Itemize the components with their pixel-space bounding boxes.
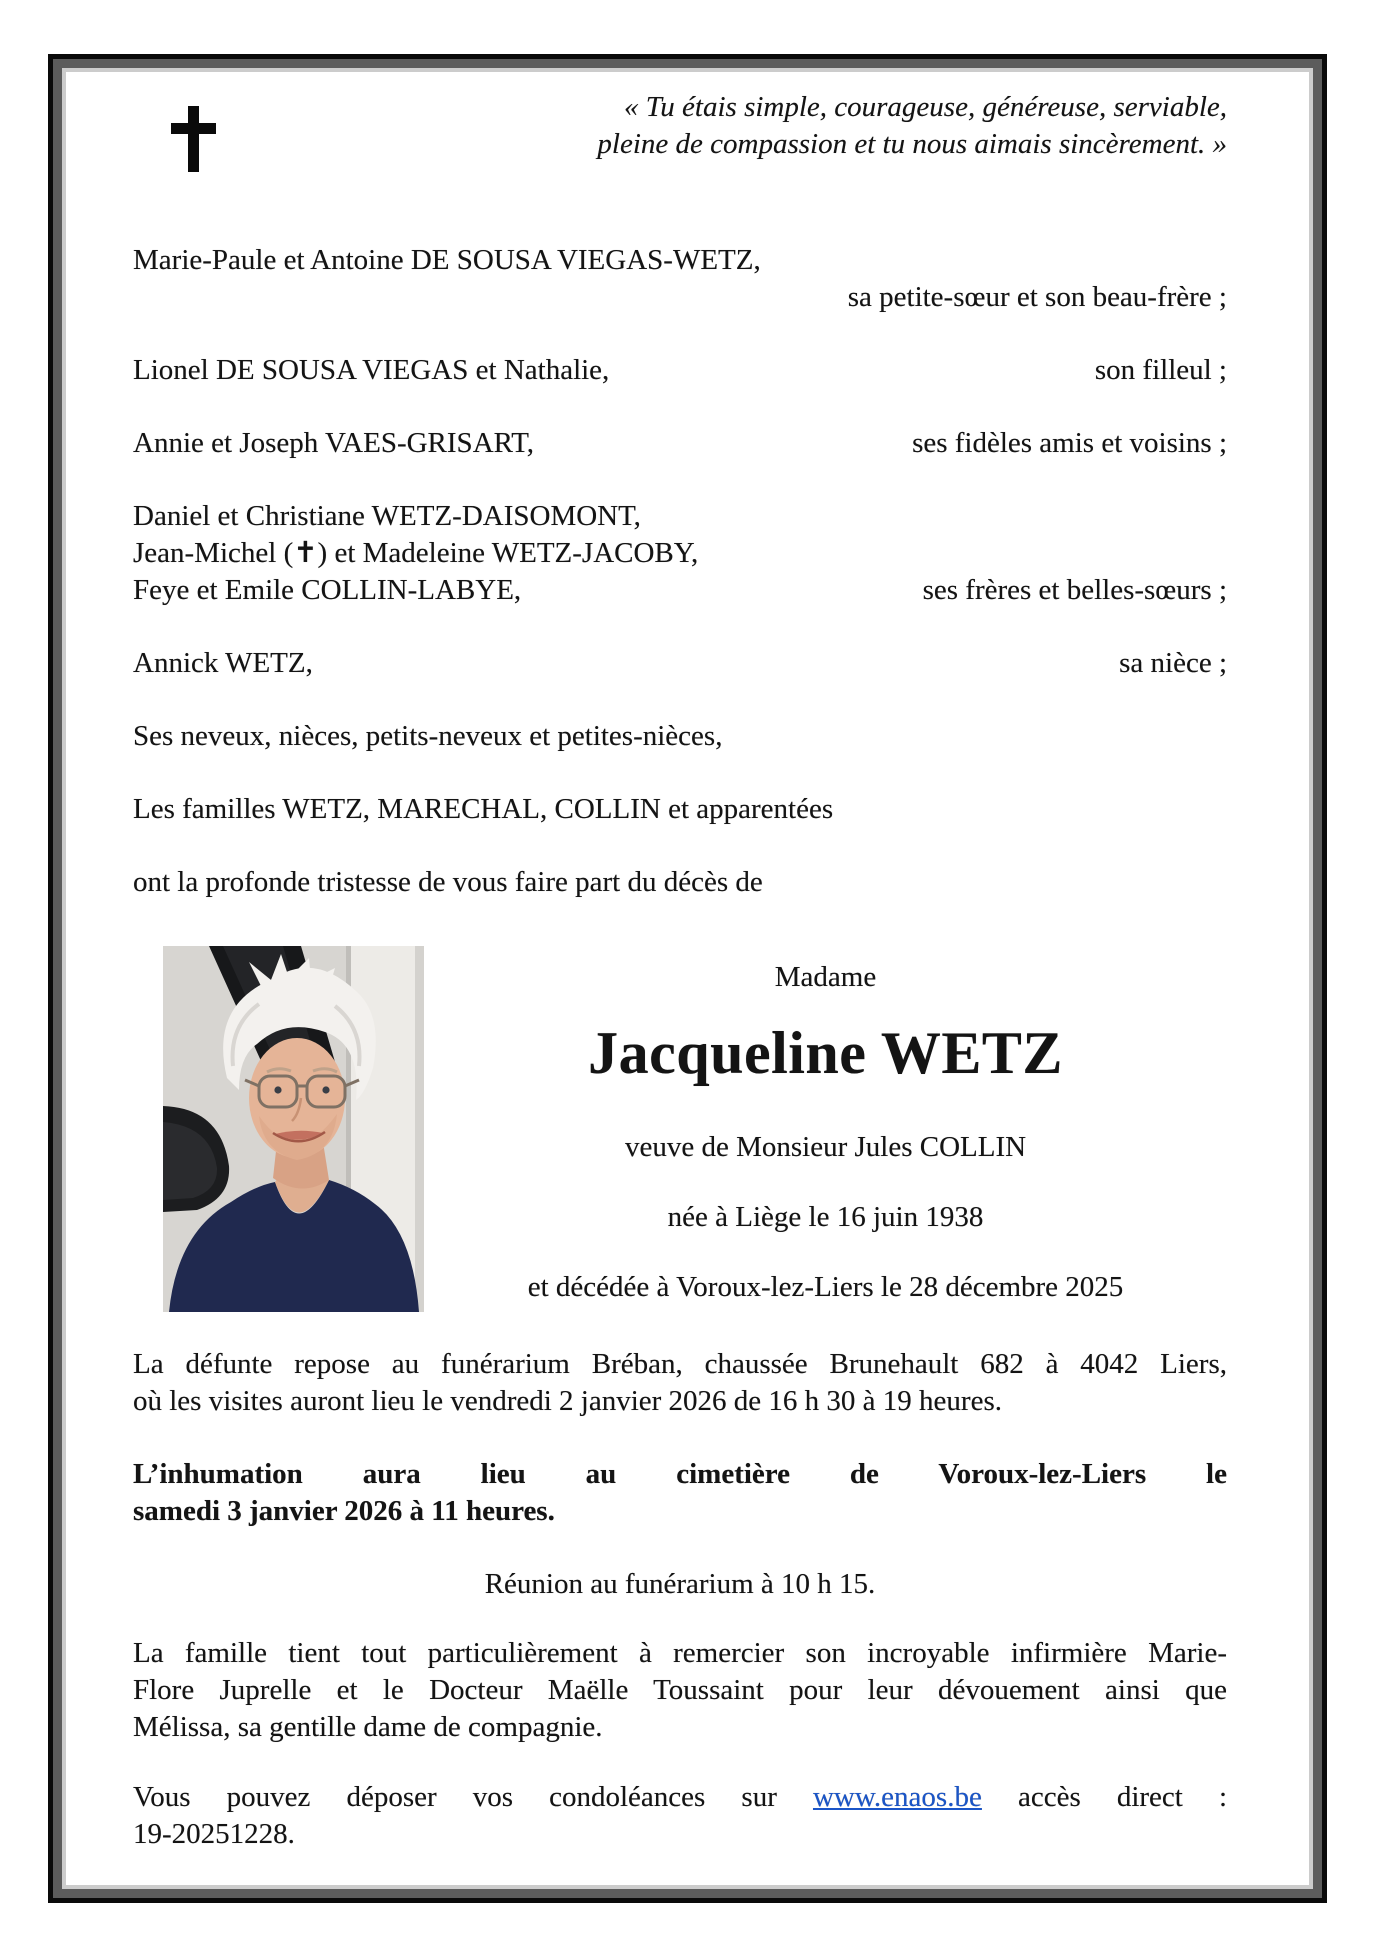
repose-line-2: où les visites auront lieu le vendredi 2 janvier 2026 de 16 h 30 à 19 heures.: [133, 1385, 1002, 1417]
relative-entry: [133, 352, 1227, 389]
relative-names: Marie-Paule et Antoine DE SOUSA VIEGAS-WETZ,: [133, 244, 761, 276]
condolences-code: 19-20251228.: [133, 1818, 295, 1850]
deceased-death-line: et décédée à Voroux-lez-Liers le 28 décembre 2025: [527, 1271, 1124, 1303]
quote-line-2: pleine de compassion et tu nous aimais sincèrement. »: [597, 128, 1227, 160]
deceased-name: Jacqueline WETZ: [588, 1020, 1063, 1086]
relative-entry: [133, 242, 1227, 316]
relative-relation: sa petite-sœur et son beau-frère ;: [847, 281, 1227, 313]
families-line: Les familles WETZ, MARECHAL, COLLIN et apparentées: [133, 793, 834, 825]
meeting-line: Réunion au funérarium à 10 h 15.: [484, 1568, 876, 1600]
relative-names: Lionel DE SOUSA VIEGAS et Nathalie,: [133, 354, 610, 386]
obituary-content: [66, 72, 1309, 1885]
thanks-line-1: La famille tient tout particulièrement à remercier son incroyable infirmière Marie-: [133, 1637, 1227, 1669]
relative-names: Annie et Joseph VAES-GRISART,: [133, 427, 535, 459]
enaos-link[interactable]: www.enaos.be: [812, 1781, 982, 1813]
deceased-section: [133, 946, 1227, 1312]
repose-line-1: La défunte repose au funérarium Bréban, chaussée Brunehault 682 à 4042 Liers,: [133, 1348, 1227, 1380]
relative-name-line: Jean-Michel (✝) et Madeleine WETZ-JACOBY,: [133, 537, 699, 569]
deceased-birth-line: née à Liège le 16 juin 1938: [667, 1201, 984, 1233]
condolences-suffix: accès direct :: [1017, 1781, 1228, 1813]
relative-entry: [133, 645, 1227, 682]
page-border-inner-light: [62, 68, 1313, 1889]
relative-name-line: Daniel et Christiane WETZ-DAISOMONT,: [133, 500, 641, 532]
condolences-prefix: Vous pouvez déposer vos condoléances sur: [133, 1781, 777, 1813]
relative-relation: sa nièce ;: [1119, 647, 1227, 679]
relatives-list: [133, 242, 1227, 901]
relative-relation: ses frères et belles-sœurs ;: [922, 574, 1227, 606]
cross-icon: [171, 106, 216, 172]
relative-entry: [133, 498, 1227, 609]
header: [133, 88, 1227, 210]
burial-line-2: samedi 3 janvier 2026 à 11 heures.: [133, 1495, 555, 1527]
condolences-paragraph: [133, 1779, 1227, 1853]
relative-names: [133, 498, 698, 609]
quote-line-1: « Tu étais simple, courageuse, généreuse, serviable,: [624, 91, 1227, 123]
deceased-widow-line: veuve de Monsieur Jules COLLIN: [624, 1131, 1027, 1163]
relative-entry: [133, 425, 1227, 462]
relative-relation: son filleul ;: [1094, 354, 1227, 386]
thanks-line-3: Mélissa, sa gentille dame de compagnie.: [133, 1711, 603, 1743]
memorial-quote: [133, 88, 1227, 163]
portrait-photo: [163, 946, 424, 1312]
burial-paragraph: [133, 1456, 1227, 1530]
repose-paragraph: [133, 1346, 1227, 1420]
deceased-identity: [424, 946, 1227, 1312]
thanks-line-2: Flore Juprelle et le Docteur Maëlle Toussaint pour leur dévouement ainsi que: [133, 1674, 1227, 1706]
page-border-frame: [48, 54, 1327, 1903]
relative-names: Annick WETZ,: [133, 647, 313, 679]
nephews-line: Ses neveux, nièces, petits-neveux et petites-nièces,: [133, 720, 723, 752]
deceased-title: Madame: [774, 961, 877, 993]
condolences-line-1: [133, 1779, 1227, 1816]
announcement-line: ont la profonde tristesse de vous faire part du décès de: [133, 866, 763, 898]
burial-line-1: L’inhumation aura lieu au cimetière de Voroux-lez-Liers le: [133, 1458, 1227, 1490]
relative-name-line: Feye et Emile COLLIN-LABYE,: [133, 574, 522, 606]
relative-relation: ses fidèles amis et voisins ;: [912, 427, 1227, 459]
page-border-inner-gray: [53, 59, 1322, 1898]
thanks-paragraph: [133, 1635, 1227, 1746]
